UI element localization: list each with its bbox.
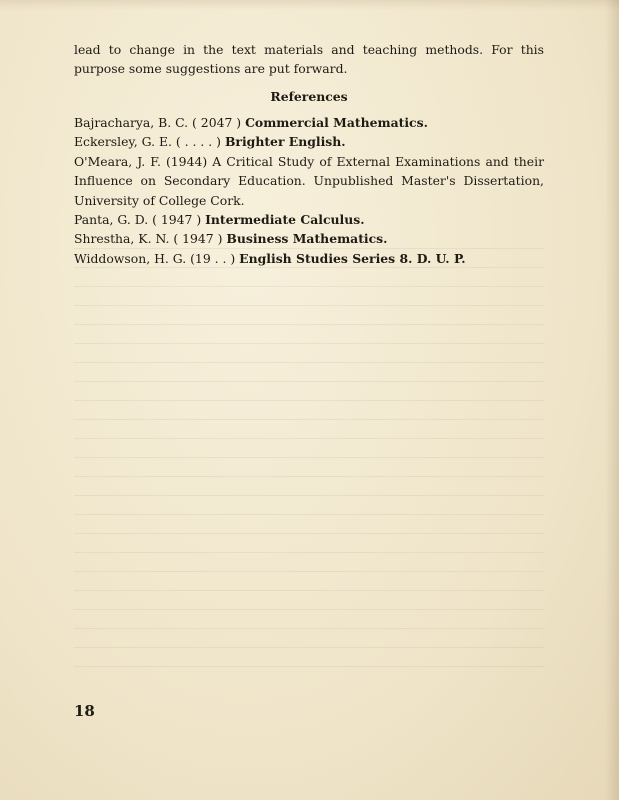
reference-authors: Shrestha, K. N. ( 1947 ) [74, 231, 227, 247]
reference-authors: Panta, G. D. ( 1947 ) [74, 212, 206, 228]
reference-title: Commercial Mathematics. [245, 115, 428, 130]
reference-title: Business Mathematics. [226, 231, 388, 247]
reference-item [74, 249, 544, 268]
reference-authors: Eckersley, G. E. ( . . . . ) [74, 134, 225, 150]
reference-authors: Bajracharya, B. C. ( 2047 ) [74, 115, 246, 130]
reference-authors: Widdowson, H. G. (19 . . ) [74, 250, 240, 266]
bleed-through-texture [74, 248, 544, 678]
reference-item [74, 113, 544, 132]
reference-authors: O'Meara, J. F. (1944) A Critical Study of External Examinations and their Influence on Secondary Education. Unpublished Master's Dissertation, University of College Cork. [74, 153, 544, 208]
reference-item [74, 152, 544, 210]
references-heading: References [270, 89, 348, 104]
references-list [74, 113, 544, 268]
reference-title: Brighter English. [224, 134, 346, 150]
page-number: 18 [74, 702, 95, 720]
reference-item [74, 210, 544, 229]
reference-item [74, 229, 544, 248]
paper-top-shadow [0, 0, 619, 10]
intro-paragraph: lead to change in the text materials and teaching methods. For this purpose some suggestions are put forward. [74, 42, 544, 76]
reference-item [74, 132, 544, 151]
reference-title: English Studies Series 8. D. U. P. [239, 250, 466, 266]
paper-right-shadow [605, 0, 619, 800]
reference-title: Intermediate Calculus. [205, 212, 365, 228]
